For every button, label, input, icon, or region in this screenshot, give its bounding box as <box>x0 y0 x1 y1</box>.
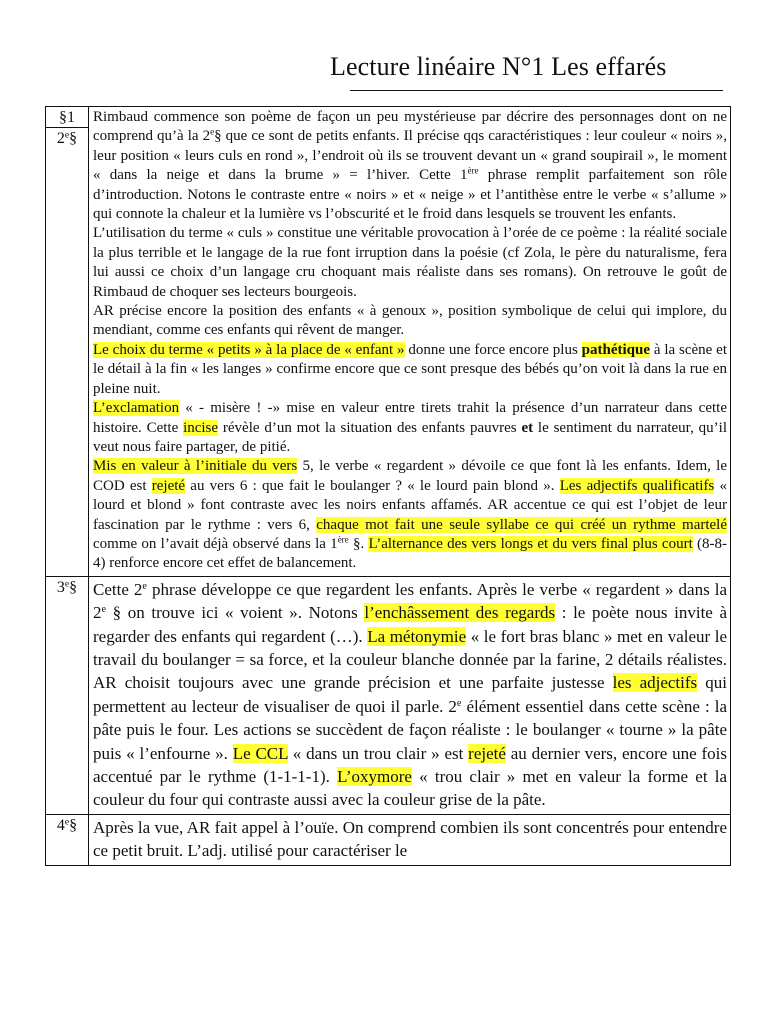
commentary-paragraph <box>93 108 727 224</box>
text-segment: § on trouve ici « voient ». Notons <box>106 603 365 623</box>
text-segment: Cette 2 <box>93 579 143 599</box>
text-segment: (8-8-4) renforce encore cet effet de balancement. <box>93 535 727 572</box>
section-label: 4e§ <box>56 816 78 834</box>
highlighted-text: rejeté <box>468 743 506 763</box>
section-label: 3e§ <box>56 578 78 596</box>
page-title: Lecture linéaire N°1 Les effarés <box>330 52 667 81</box>
commentary-paragraph <box>93 578 727 812</box>
commentary-cell <box>89 814 731 865</box>
superscript-text: ère <box>337 534 349 545</box>
text-segment: L’utilisation du terme « culs » constitue une véritable provocation à l’orée de ce poème : la réalité sociale la plus terrible et le langage de la rue font irruption dans la poésie (cf Zola, le père du naturalisme, fera lui aussi ce choix d’un langage cru choquant mais réaliste dans ses romans). On retrouve le goût de Rimbaud de choquer ses lecteurs bourgeois. <box>93 225 727 300</box>
table-body <box>46 107 731 866</box>
text-segment: § que ce sont de petits enfants. Il précise qqs caractéristiques : leur couleur « noirs », leur position « leurs culs en rond », l’endroit où ils se trouvent devant un « grand soupirail », le moment « dans la neige et dans la brume » = l’hiver. Cette 1 <box>93 128 727 184</box>
superscript-text: e <box>142 580 147 592</box>
commentary-paragraph <box>93 457 727 573</box>
text-segment: « lourd et blond » font contraste avec les noirs enfants affamés. AR accentue ce qui est l’objet de leur fascination par le rythme : vers 6, <box>93 477 727 533</box>
text-segment: comme on l’avait déjà observé dans la 1 <box>93 535 338 552</box>
text-segment: phrase développe ce que regardent les enfants. Après le verbe « regardent » dans la 2 <box>93 579 727 623</box>
superscript-text: e <box>210 127 215 138</box>
commentary-paragraph <box>93 224 727 302</box>
highlighted-text: l’enchâssement des regards <box>364 603 556 623</box>
section-label: 2e§ <box>46 127 88 148</box>
text-segment: le sentiment du narrateur, qu’il veut nous faire partager, de pitié. <box>93 419 727 455</box>
text-segment: 5, le verbe « regardent » dévoile ce que font là les enfants. Idem, le COD est <box>93 458 727 494</box>
superscript-text: ère <box>467 165 479 176</box>
text-segment: Rimbaud commence son poème de façon un peu mystérieuse par décrire des personnages dont on ne comprend qu’à la 2 <box>93 109 727 145</box>
highlighted-text: L’oxymore <box>337 767 412 786</box>
table-row <box>46 107 731 577</box>
text-segment: AR précise encore la position des enfants « à genoux », position symbolique de celui qui implore, du mendiant, comme ces enfants qui rêvent de manger. <box>93 303 727 339</box>
text-segment: « trou clair » met en valeur la forme et la couleur du four qui contraste aussi avec la couleur grise de la pâte. <box>93 767 727 810</box>
section-label-cell <box>46 107 89 577</box>
title-underline <box>350 90 723 91</box>
superscript-text: e <box>456 697 462 709</box>
highlighted-text: L’alternance des vers longs et du vers final plus court <box>368 535 693 552</box>
commentary-paragraph <box>93 302 727 341</box>
section-label: §1 <box>59 109 75 126</box>
section-label-cell <box>46 814 89 865</box>
commentary-paragraph <box>93 399 727 457</box>
highlighted-text: pathétique <box>581 341 650 358</box>
text-segment: : le poète nous invite à regarder des enfants qui regardent (…). <box>93 603 728 646</box>
table-row <box>46 576 731 814</box>
highlighted-text: Le choix du terme « petits » à la place de « enfant » <box>93 341 405 358</box>
highlighted-text: chaque mot fait une seule syllabe ce qui créé un rythme martelé <box>316 516 727 533</box>
text-segment: « le fort bras blanc » met en valeur le travail du boulanger = sa force, et la couleur blanche donnée par la farine, 2 détails réalistes. AR choisit toujours avec une grande précision et une parfaite justesse <box>93 626 727 693</box>
highlighted-text: Le CCL <box>232 743 288 763</box>
section-label-cell <box>46 576 89 814</box>
highlighted-text: La métonymie <box>367 626 467 646</box>
text-segment: §. <box>348 535 369 552</box>
text-segment: révèle d’un mot la situation des enfants pauvres <box>218 419 522 436</box>
text-segment: élément essentiel dans cette scène : la pâte puis le four. Les actions se succèdent de façon réaliste : le boulanger « tourne » la pâte puis « l’enfourne ». <box>93 696 727 763</box>
highlighted-text: les adjectifs <box>612 673 698 693</box>
highlighted-text: rejeté <box>151 477 186 494</box>
highlighted-text: L’exclamation <box>93 400 180 417</box>
commentary-cell <box>89 576 731 814</box>
highlighted-text: incise <box>183 419 219 436</box>
text-segment: phrase remplit parfaitement son rôle d’introduction. Notons le contraste entre « noirs » et « neige » et l’antithèse entre le verbe « s’allume » qui connote la chaleur et la lumière vs l’obscurité et le froid dans lesquels se trouvent les enfants. <box>93 167 728 223</box>
highlighted-text: Les adjectifs qualificatifs <box>559 477 715 494</box>
text-segment: « dans un trou clair » est <box>287 743 469 763</box>
commentary-paragraph <box>93 816 727 863</box>
text-segment: à la scène et le détail à la fin « les langes » confirme encore que ce sont presque des bébés qu’on voit là dans la rue en pleine nuit. <box>93 341 727 397</box>
superscript-text: e <box>101 604 107 616</box>
table-row <box>46 814 731 865</box>
commentary-cell <box>89 107 731 577</box>
text-segment: au vers 6 : que fait le boulanger ? « le lourd pain blond ». <box>185 477 560 494</box>
text-segment: « - misère ! -» mise en valeur entre tirets trahit la présence d’un narrateur dans cette histoire. Cette <box>93 400 727 436</box>
text-segment: au dernier vers, encore une fois accentué par le rythme (1-1-1-1). <box>93 743 727 786</box>
commentary-paragraph <box>93 341 727 399</box>
text-segment: donne une force encore plus <box>404 341 582 358</box>
bold-text: et <box>521 419 534 436</box>
text-segment: Après la vue, AR fait appel à l’ouïe. On comprend combien ils sont concentrés pour entendre ce petit bruit. L’adj. utilisé pour caractériser le <box>93 817 727 861</box>
commentary-table <box>45 106 731 866</box>
text-segment: qui permettent au lecteur de visualiser de quoi il parle. 2 <box>93 673 727 716</box>
highlighted-text: Mis en valeur à l’initiale du vers <box>93 458 298 475</box>
